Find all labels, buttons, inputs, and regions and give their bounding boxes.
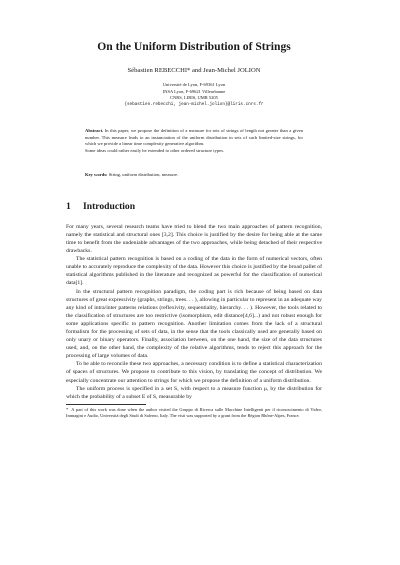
footnote-rule	[66, 404, 146, 405]
paragraph: In the structural pattern recognition paradigm, the coding part is rich because of being based on data structures of great expressivity (graphs, strings, trees. . . ), allowing in particular to represent in an adequate way any kind of intra/inter patterns relations (reflexivity, sequentiality, hierarchy. . . ). However, the tools related to the classification of structures are too restrictive (isomorphism, edit distance[4,6]...) and not robust enough for some applications specific to pattern recognition. Another limitation comes from the lack of a structural formalism for the processing of sets of data, in the sense that the tools classically used are generally based on only unary or binary operators. Finally, association between, on the one hand, the size of the data structures used, and, on the other hand, the complexity of the relative algorithms, tends to reject this approach for the processing of large volumes of data.	[66, 288, 322, 360]
authors: Sébastien REBECCHI* and Jean-Michel JOLION	[127, 66, 261, 74]
abstract-label: Abstract.	[85, 128, 104, 134]
abstract-text-2: Some ideas could rather easily be extended to other ordered structure types.	[85, 147, 225, 153]
body-text	[66, 223, 322, 401]
footnote	[66, 407, 322, 419]
abstract-text: In this paper, we propose the definition of a measure for sets of strings of length not greater than a given number. This measure leads to an instanciation of the uniform distribution in sets of such limited-size strings, for which we provide a linear time complexity generative algorithm.	[85, 128, 303, 147]
footnote-symbol: *	[66, 406, 69, 412]
footnote-text: A part of this work was done when the author visited the Gruppo di Ricerca sulle Macchine Intelligenti per il riconoscimento di Video, Immagini e Audio, Università degli Studi di Salerno, Italy. The visit was supported by a grant from the Région Rhône-Alpes, France.	[66, 406, 322, 418]
section-title: Introduction	[83, 200, 136, 212]
keywords-label: Key words:	[85, 172, 108, 178]
keywords-text: String, uniform distribution, measure.	[108, 172, 179, 178]
abstract	[85, 128, 303, 154]
section-heading	[66, 201, 322, 212]
affiliation-line: INSA Lyon, F-69621 Villeurbanne	[162, 88, 226, 94]
author-emails: {sebastien.rebecchi, jean-michel.jolion}@liris.cnrs.fr	[124, 101, 264, 107]
paper-title: On the Uniform Distribution of Strings	[97, 40, 291, 53]
paragraph: To be able to reconcile these two approaches, a necessary condition is to define a statistical characterization of spaces of structures. We propose to contribute to this vision, by translating the concept of distribution. We especially concentrate our attention to strings for which we propose the definition of a uniform distribution.	[66, 361, 322, 384]
affiliation-line: CNRS, LIRIS, UMR 5205	[170, 95, 218, 101]
paragraph: The statistical pattern recognition is based on a coding of the data in the form of numerical vectors, often unable to accurately reproduce the complexity of the data. However this choice is justified by the broad pallet of statistical algorithms published in the literature and recognized as powerful for the classification of numerical data[1].	[66, 256, 322, 287]
section-number: 1	[66, 200, 71, 212]
keywords	[85, 172, 303, 179]
paragraph: For many years, several research teams have tried to blend the two main approaches of pattern recognition, namely the statistical and structural ones [3,2]. This choice is justified by the desire for being able at the same time to benefit from the undeniable advantages of the two approaches, while being detached of their respective drawbacks.	[66, 223, 322, 255]
affiliations	[66, 82, 322, 108]
paragraph: The uniform process is specified in a set S, with respect to a measure function μ, by the distribution for which the probability of a subset E of S, measurable by	[66, 385, 322, 400]
affiliation-line: Université de Lyon, F-69361 Lyon	[162, 81, 226, 87]
